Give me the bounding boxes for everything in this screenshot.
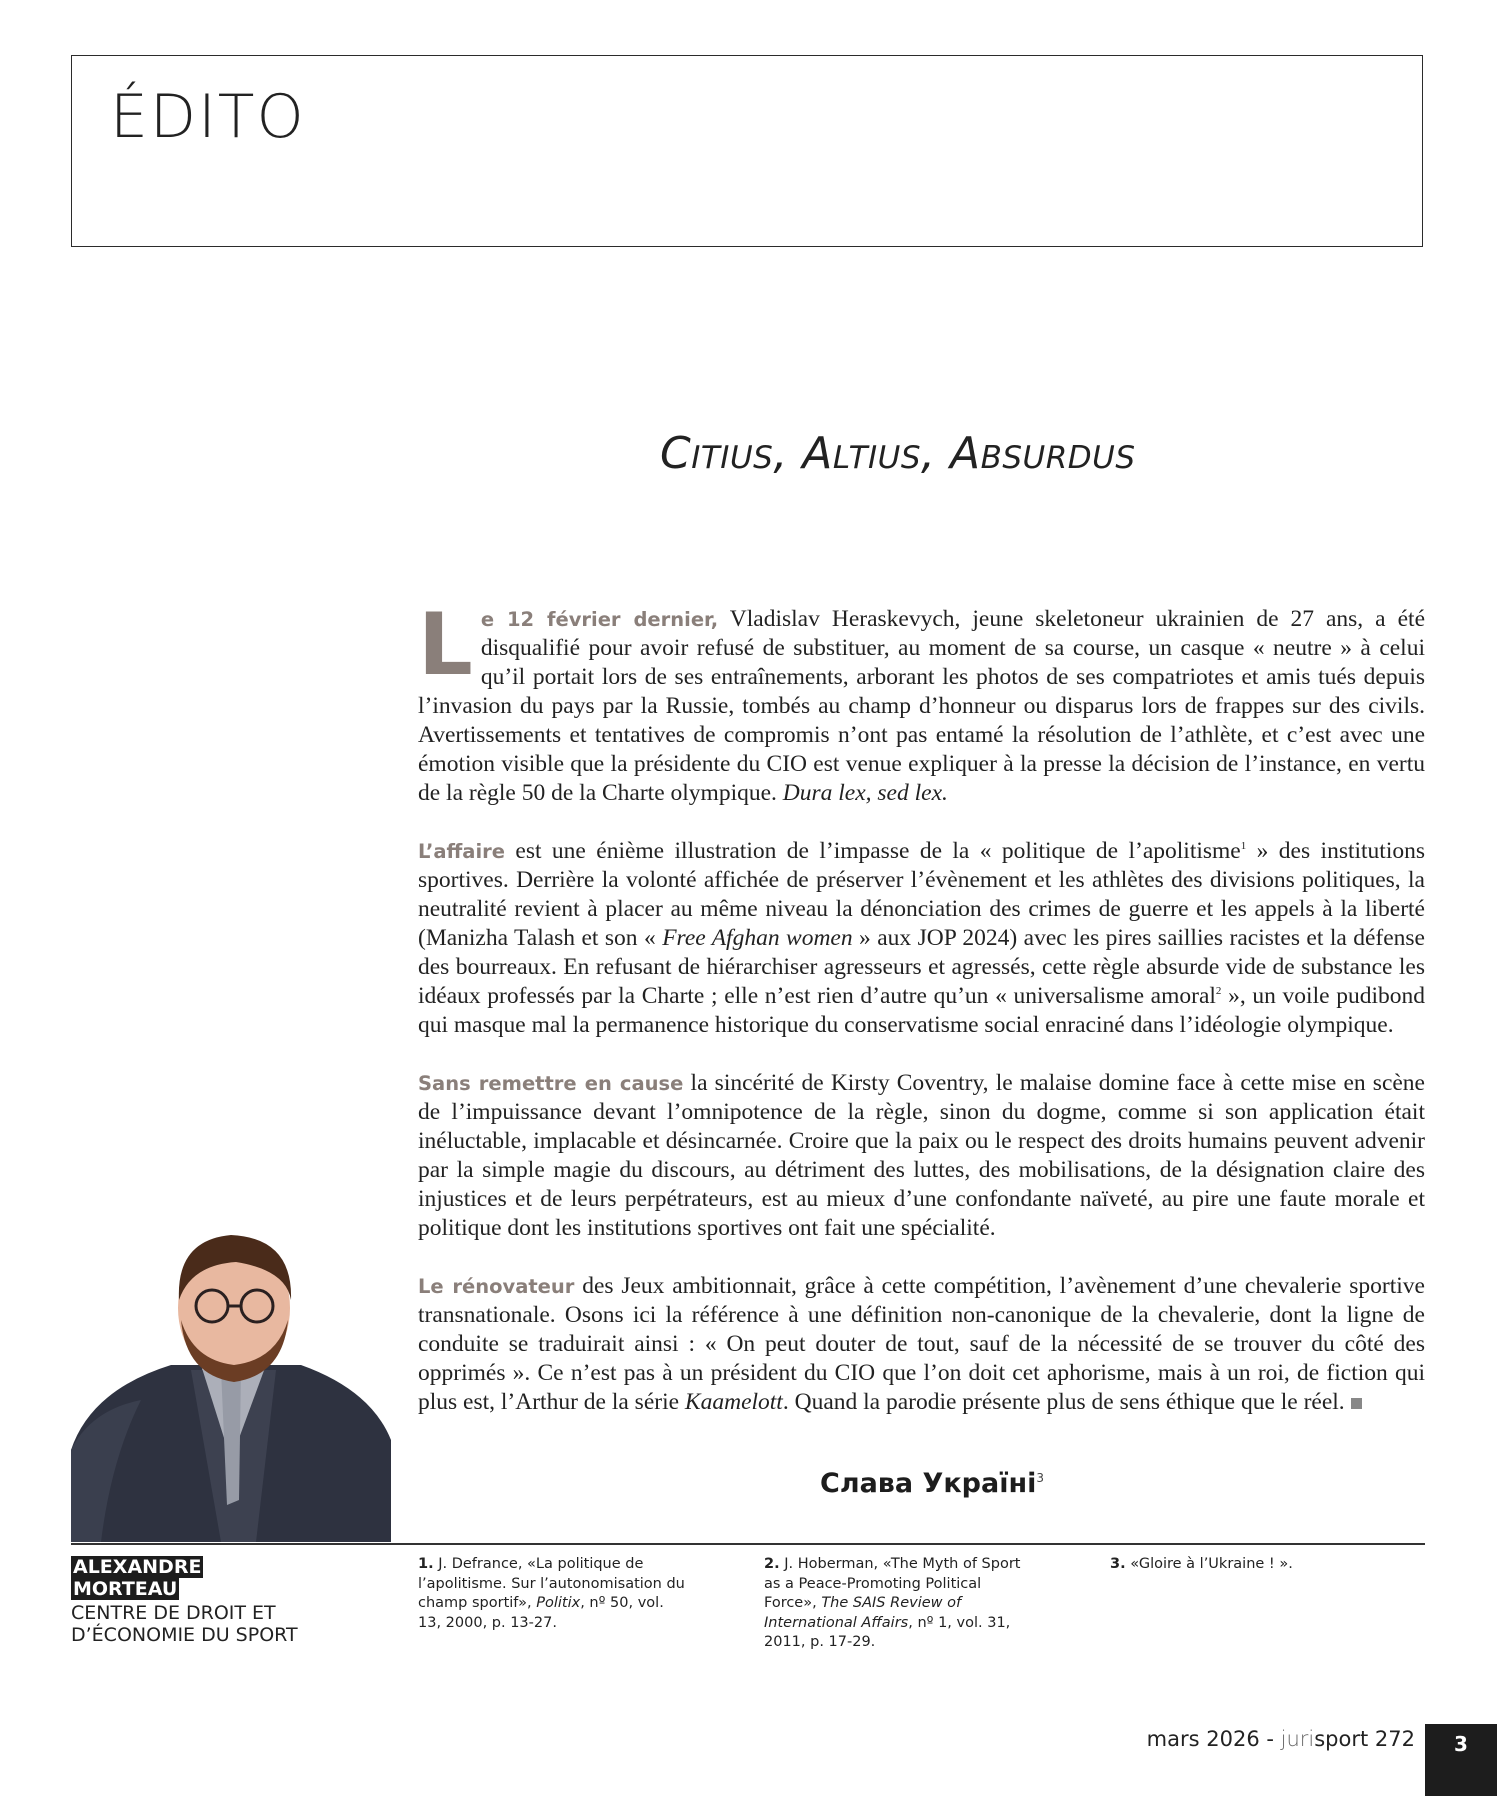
- footnote-text: J. Hoberman, «The Myth of Sport as a Peace-Promoting Political Force»,: [764, 1556, 1021, 1611]
- page-number: 3: [1425, 1724, 1497, 1796]
- footnote-1: [418, 1555, 688, 1633]
- paragraph-2: [418, 837, 1425, 1040]
- paragraph-lead: L’affaire: [418, 840, 505, 863]
- author-photo: [71, 1200, 391, 1542]
- footnote-text: , nº 1, vol. 31, 2011, p. 17-29.: [764, 1614, 1011, 1650]
- footnote-number: 2.: [764, 1556, 780, 1572]
- header-box: [71, 55, 1423, 247]
- drop-cap: L: [418, 595, 473, 695]
- footnote-ref[interactable]: 3: [1036, 1471, 1045, 1485]
- brand-prefix: juri: [1280, 1727, 1315, 1751]
- paragraph-text: » aux JOP 2024) avec les pires saillies racistes et la défense des bourreaux. En refusant de hiérarchiser agresseurs et agressés, cette règle absurde vide de substance les idéaux professés par la Charte ; elle n’est rien d’autre qu’un « universalisme amoral: [418, 925, 1425, 1009]
- author-block: [71, 1556, 298, 1646]
- footnote-text: J. Defrance, «La politique de l’apolitisme. Sur l’autonomisation du champ sportif»,: [418, 1556, 685, 1611]
- headline-word-3: Absurdus: [950, 428, 1136, 479]
- paragraph-4: [418, 1272, 1425, 1417]
- paragraph-text: la sincérité de Kirsty Coventry, le malaise domine face à cette mise en scène de l’impuissance devant l’omnipotence de la règle, sinon du dogme, comme si son application était inéluctable, implacable et désincarnée. Croire que la paix ou le respect des droits humains peuvent advenir par la simple magie du discours, au détriment des luttes, des mobilisations, de la désignation claire des injustices et de leurs perpétrateurs, est au mieux d’une confondante naïveté, au pire une faute morale et politique dont les institutions sportives ont fait une spécialité.: [418, 1070, 1425, 1241]
- issue-number: 272: [1368, 1727, 1415, 1751]
- paragraph-italic: Dura lex, sed lex.: [782, 780, 948, 806]
- footnote-number: 1.: [418, 1556, 434, 1572]
- footnote-text: , nº 50, vol. 13, 2000, p. 13-27.: [418, 1595, 664, 1631]
- paragraph-1: [418, 595, 1425, 808]
- footnote-text: «Gloire à l’Ukraine ! ».: [1125, 1556, 1293, 1572]
- footnote-2: [764, 1555, 1034, 1653]
- closing-slogan: [820, 1468, 1044, 1499]
- affiliation-line-2: D’ÉCONOMIE DU SPORT: [71, 1624, 298, 1646]
- paragraph-text: » des institutions sportives. Derrière la volonté affichée de préserver l’évènement et les athlètes des divisions politiques, la neutralité revient à placer au même niveau la dénonciation des crimes de guerre et les appels à la liberté (Manizha Talash et son «: [418, 838, 1425, 951]
- paragraph-text: est une énième illustration de l’impasse de la « politique de l’apolitisme: [505, 838, 1241, 864]
- section-title: ÉDITO: [110, 82, 306, 152]
- slogan-text: Слава Україні: [820, 1468, 1037, 1499]
- footnote-italic: Politix: [536, 1595, 581, 1611]
- paragraph-text: Vladislav Heraskevych, jeune skeletoneur ukrainien de 27 ans, a été disqualifié pour avoir refusé de substituer, au moment de sa course, un casque « neutre » à celui qu’il portait lors de ses entraînements, arborant les photos de ses compatriotes et amis tués depuis l’invasion du pays par la Russie, tombés au champ d’honneur ou disparus lors de frappes sur des civils. Avertissements et tentatives de compromis n’ont pas entamé la résolution de l’athlète, et c’est avec une émotion visible que la présidente du CIO est venue expliquer à la presse la décision de l’instance, en vertu de la règle 50 de la Charte olympique.: [418, 606, 1425, 806]
- paragraph-text: . Quand la parodie présente plus de sens éthique que le réel.: [782, 1389, 1345, 1415]
- footnote-ref[interactable]: 2: [1215, 985, 1222, 998]
- paragraph-3: [418, 1069, 1425, 1243]
- paragraph-italic: Free Afghan women: [662, 925, 853, 951]
- paragraph-italic: Kaamelott: [684, 1389, 783, 1415]
- paragraph-lead: e 12 février dernier,: [480, 608, 719, 631]
- paragraph-text: », un voile pudibond qui masque mal la permanence historique du conservatisme social enraciné dans l’idéologie olympique.: [418, 983, 1425, 1038]
- paragraph-text: des Jeux ambitionnait, grâce à cette compétition, l’avènement d’une chevalerie sportive transnationale. Osons ici la référence à une définition non-canonique de la chevalerie, dont la ligne de conduite se traduirait ainsi : « On peut douter de tout, sauf de la nécessité de se trouver du côté des opprimés ». Ce n’est pas à un président du CIO que l’on doit cet aphorisme, mais à un roi, de fiction qui plus est, l’Arthur de la série: [418, 1273, 1425, 1415]
- author-name-first: ALEXANDRE: [73, 1556, 202, 1578]
- headline-word-1: Citius: [660, 428, 774, 479]
- brand-name: sport: [1314, 1727, 1369, 1751]
- footnote-number: 3.: [1110, 1556, 1126, 1572]
- footnote-divider: [71, 1543, 1425, 1545]
- headline-sep-2: ,: [921, 428, 950, 479]
- footnote-ref[interactable]: 1: [1240, 840, 1247, 853]
- headline-word-2: Altius: [802, 428, 922, 479]
- headline-sep-1: ,: [773, 428, 803, 479]
- article-body: [418, 595, 1425, 1446]
- paragraph-lead: Sans remettre en cause: [418, 1072, 684, 1095]
- author-affiliation: [71, 1602, 298, 1646]
- paragraph-lead: Le rénovateur: [418, 1275, 575, 1298]
- affiliation-line-1: CENTRE DE DROIT ET: [71, 1602, 276, 1624]
- page-footer: [1147, 1727, 1415, 1751]
- article-headline: [660, 428, 1360, 479]
- issue-date: mars 2026 -: [1146, 1727, 1281, 1751]
- end-of-article-icon: [1351, 1398, 1362, 1409]
- author-name-last: MORTEAU: [73, 1578, 178, 1600]
- author-portrait-icon: [71, 1200, 391, 1542]
- footnote-3: [1110, 1555, 1380, 1575]
- footnote-italic: The SAIS Review of International Affairs: [764, 1595, 962, 1631]
